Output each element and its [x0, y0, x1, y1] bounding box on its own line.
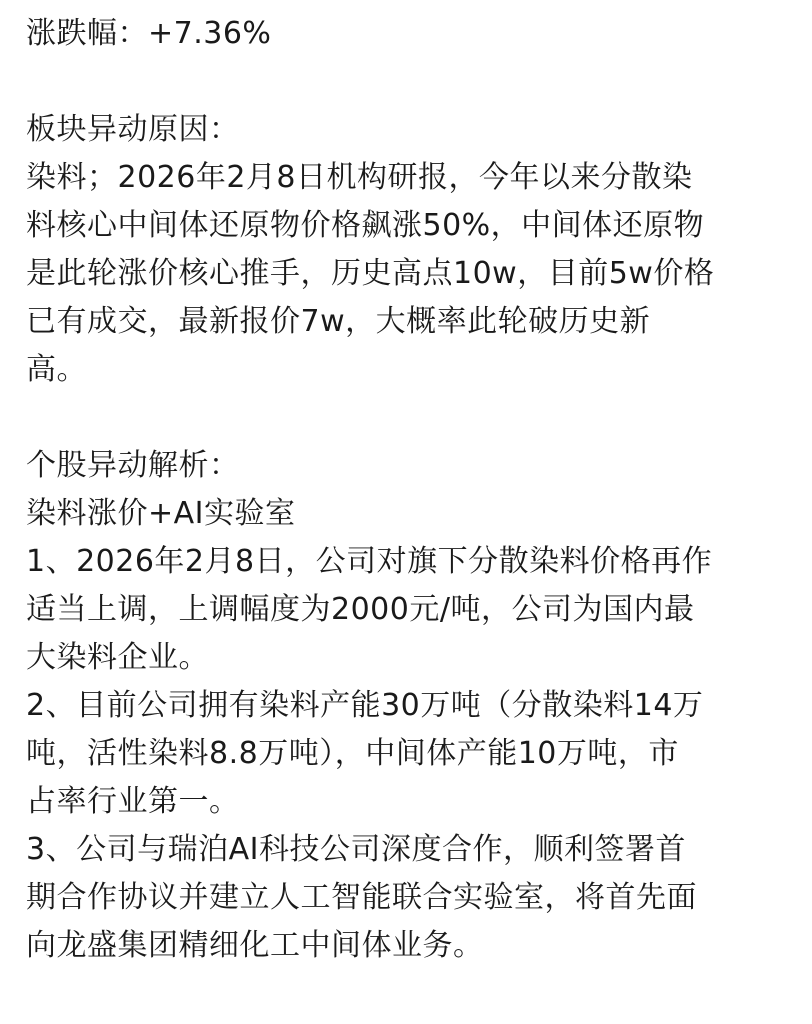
price-change-line: 涨跌幅：+7.36% — [26, 16, 272, 51]
sector-reason-line: 是此轮涨价核心推手，历史高点10w，目前5w价格 — [26, 256, 715, 291]
analysis-point-2 — [26, 682, 788, 826]
analysis-point-line: 1、2026年2月8日，公司对旗下分散染料价格再作 — [26, 544, 713, 579]
sector-reason-line: 染料；2026年2月8日机构研报，今年以来分散染 — [26, 160, 693, 195]
analysis-point-line: 期合作协议并建立人工智能联合实验室，将首先面 — [26, 880, 697, 915]
analysis-point-line: 3、公司与瑞泊AI科技公司深度合作，顺利签署首 — [26, 832, 686, 867]
sector-reason-line: 料核心中间体还原物价格飙涨50%，中间体还原物 — [26, 208, 705, 243]
stock-analysis-heading: 个股异动解析： — [26, 448, 240, 483]
spacer — [26, 394, 788, 442]
analysis-point-3 — [26, 826, 788, 970]
analysis-point-line: 吨，活性染料8.8万吨），中间体产能10万吨，市 — [26, 736, 679, 771]
sector-reason-line: 已有成交，最新报价7w，大概率此轮破历史新 — [26, 304, 651, 339]
analysis-point-line: 大染料企业。 — [26, 640, 209, 675]
sector-reason-section — [26, 106, 788, 394]
stock-analysis-subtitle: 染料涨价+AI实验室 — [26, 496, 296, 531]
analysis-point-line: 占率行业第一。 — [26, 784, 240, 819]
analysis-point-line: 适当上调，上调幅度为2000元/吨，公司为国内最 — [26, 592, 695, 627]
analysis-point-line: 向龙盛集团精细化工中间体业务。 — [26, 928, 484, 963]
analysis-point-line: 2、目前公司拥有染料产能30万吨（分散染料14万 — [26, 688, 704, 723]
sector-reason-heading: 板块异动原因： — [26, 112, 240, 147]
stock-analysis-section — [26, 442, 788, 970]
analysis-point-1 — [26, 538, 788, 682]
spacer — [26, 58, 788, 106]
sector-reason-line: 高。 — [26, 352, 87, 387]
